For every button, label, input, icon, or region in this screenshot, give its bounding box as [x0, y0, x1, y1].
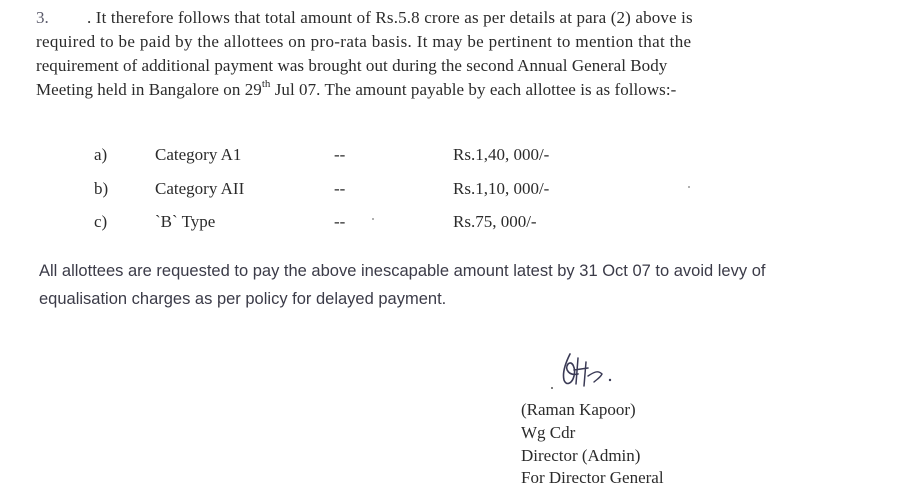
paragraph-line-3: requirement of additional payment was brought out during the second Annual General Body: [36, 56, 668, 75]
signatory-designation: Director (Admin): [521, 446, 641, 465]
payment-amount: Rs.1,10, 000/-: [453, 179, 550, 198]
ordinal-suffix: th: [261, 78, 271, 91]
payment-amount: Rs.75, 000/-: [453, 212, 537, 231]
payment-category: Category A1: [155, 145, 242, 164]
paragraph-line-4: [36, 80, 676, 100]
paragraph-line-2: required to be paid by the allottees on pro-rata basis. It may be pertinent to mention that the: [36, 32, 692, 51]
notice-line-2: equalisation charges as per policy for delayed payment.: [39, 290, 447, 308]
payment-separator: --: [334, 179, 346, 198]
payment-category: `B` Type: [155, 212, 216, 231]
handwritten-signature: [548, 346, 628, 396]
scan-speck: [372, 218, 374, 220]
payment-row-c: [0, 212, 900, 234]
signatory-rank: Wg Cdr: [521, 423, 576, 442]
scan-speck: [688, 186, 690, 188]
paragraph-number: 3.: [36, 8, 49, 27]
notice-line-1: All allottees are requested to pay the above inescapable amount latest by 31 Oct 07 to avoid levy of: [39, 262, 766, 280]
paragraph-line-4-text: Meeting held in Bangalore on 29: [36, 80, 262, 99]
payment-row-b: [0, 179, 900, 201]
payment-label: a): [94, 145, 108, 164]
payment-label: b): [94, 179, 109, 198]
payment-amount: Rs.1,40, 000/-: [453, 145, 550, 164]
paragraph-line-4-rest: Jul 07. The amount payable by each allottee is as follows:-: [270, 80, 677, 99]
payment-separator: --: [334, 212, 346, 231]
payment-separator: --: [334, 145, 346, 164]
signatory-name: (Raman Kapoor): [521, 400, 636, 419]
payment-row-a: [0, 145, 900, 167]
signatory-for: For Director General: [521, 468, 664, 487]
payment-category: Category AII: [155, 179, 245, 198]
paragraph-line-1: . It therefore follows that total amount of Rs.5.8 crore as per details at para (2) above is: [87, 8, 693, 27]
payment-label: c): [94, 212, 108, 231]
